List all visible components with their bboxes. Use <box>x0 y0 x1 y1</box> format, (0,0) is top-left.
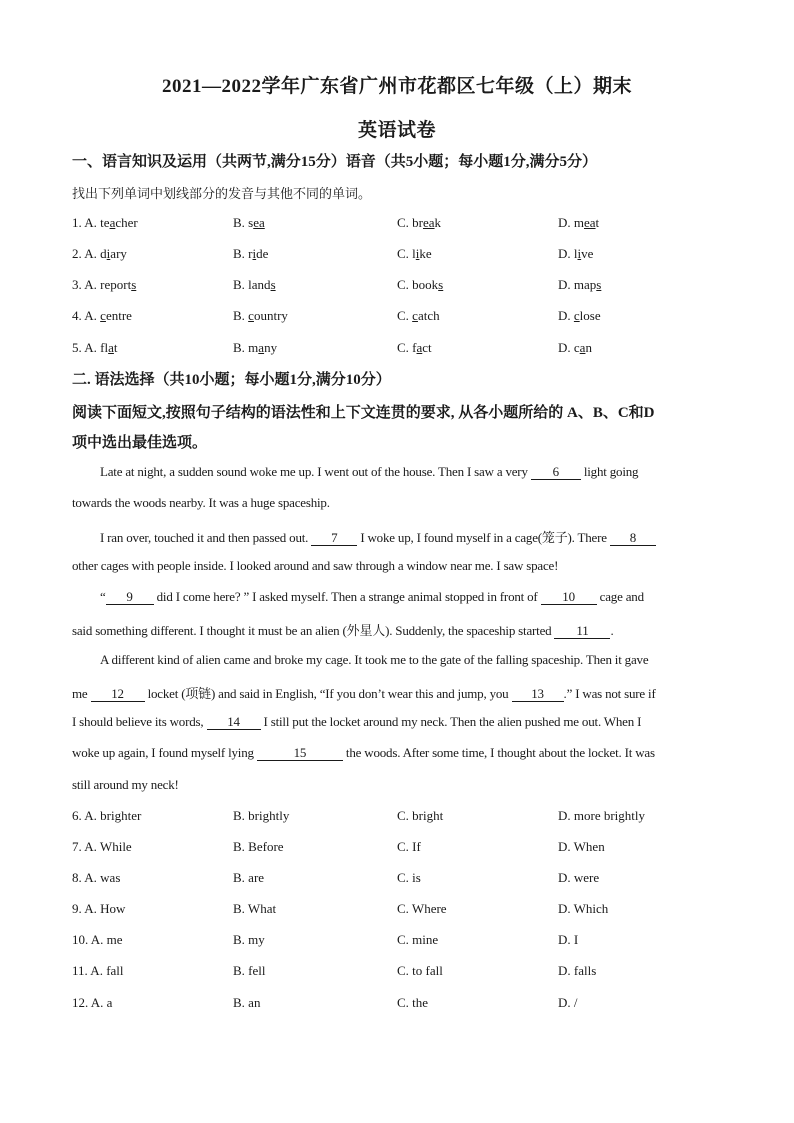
passage-text: woke up again, I found myself lying <box>72 745 257 760</box>
answer-option <box>397 308 440 324</box>
answer-option: C. If <box>397 839 421 854</box>
answer-option: D. I <box>558 932 579 947</box>
answer-option: 8. A. was <box>72 870 121 885</box>
answer-option <box>72 340 118 356</box>
option-text: C. book <box>397 277 439 292</box>
underlined-letters: a <box>416 340 423 355</box>
answer-option <box>233 308 288 324</box>
answer-option: 11. A. fall <box>72 963 124 978</box>
answer-option: C. bright <box>397 808 444 823</box>
answer-option: C. the <box>397 995 429 1010</box>
answer-option <box>72 215 138 231</box>
underlined-letters: i <box>415 246 420 261</box>
blank-15[interactable]: 15 <box>257 746 343 761</box>
passage-text: . <box>610 623 614 638</box>
grammar-question <box>0 963 794 983</box>
answer-option: B. brightly <box>233 808 290 823</box>
option-text: cher <box>115 215 138 230</box>
blank-11[interactable]: 11 <box>554 624 610 639</box>
phonetics-question <box>0 277 794 297</box>
section2-heading: 二. 语法选择（共10小题；每小题1分,满分10分） <box>72 372 391 388</box>
passage-line <box>72 777 722 793</box>
blank-6[interactable]: 6 <box>531 465 581 480</box>
underlined-letters: i <box>106 246 111 261</box>
answer-option <box>397 340 432 356</box>
blank-12[interactable]: 12 <box>91 687 145 702</box>
option-text: B. <box>233 308 249 323</box>
answer-option: D. / <box>558 995 578 1010</box>
option-text: ct <box>422 340 432 355</box>
option-text: B. land <box>233 277 271 292</box>
passage-line <box>72 745 722 761</box>
passage-text: said something different. I thought it must be an alien (外星人). Suddenly, the spaceship started <box>72 623 555 638</box>
passage-line <box>72 527 750 546</box>
option-text: C. l <box>397 246 416 261</box>
option-text: 5. A. fl <box>72 340 109 355</box>
grammar-question <box>0 995 794 1015</box>
answer-option <box>397 246 432 262</box>
option-text: 2. A. d <box>72 246 107 261</box>
passage-text: still around my neck! <box>72 777 179 792</box>
underlined-letters: s <box>596 277 602 292</box>
answer-option: D. more brightly <box>558 808 646 823</box>
answer-option <box>233 215 265 231</box>
answer-option: 6. A. brighter <box>72 808 142 823</box>
option-text: 1. A. te <box>72 215 110 230</box>
passage-text: Late at night, a sudden sound woke me up. I went out of the house. Then I saw a very <box>100 464 531 479</box>
underlined-letters: c <box>573 308 580 323</box>
option-text: t <box>113 340 118 355</box>
passage-text: me <box>72 686 91 701</box>
option-text: ny <box>264 340 278 355</box>
passage-line <box>72 558 722 574</box>
answer-option: B. are <box>233 870 265 885</box>
answer-option: B. fell <box>233 963 266 978</box>
option-text: 3. A. report <box>72 277 132 292</box>
phonetics-question <box>0 340 794 360</box>
option-text: ke <box>419 246 432 261</box>
exam-title: 2021—2022学年广东省广州市花都区七年级（上）期末 <box>161 76 632 97</box>
answer-option: C. is <box>397 870 421 885</box>
passage-line <box>72 714 722 730</box>
answer-option: 10. A. me <box>72 932 123 947</box>
answer-option <box>558 246 593 262</box>
option-text: lose <box>579 308 601 323</box>
option-text: C. f <box>397 340 417 355</box>
passage-text: did I come here? ” I asked myself. Then a strange animal stopped in front of <box>153 589 541 604</box>
option-text: ve <box>581 246 594 261</box>
answer-option: B. Before <box>233 839 284 854</box>
underlined-letters: ea <box>423 215 435 230</box>
answer-option: C. Where <box>397 901 447 916</box>
option-text: 4. A. <box>72 308 101 323</box>
underlined-letters: s <box>438 277 444 292</box>
answer-option: 7. A. While <box>72 839 132 854</box>
underlined-letters: a <box>579 340 586 355</box>
underlined-letters: s <box>131 277 137 292</box>
passage-text: light going <box>580 464 639 479</box>
answer-option <box>72 277 136 293</box>
passage-line <box>72 589 750 605</box>
passage-text: .” I was not sure if <box>563 686 656 701</box>
answer-option <box>233 340 277 356</box>
answer-option <box>397 215 441 231</box>
passage-line <box>72 620 722 639</box>
option-text: de <box>256 246 269 261</box>
phonetics-question <box>0 246 794 266</box>
answer-option <box>72 308 132 324</box>
passage-line <box>72 495 722 511</box>
answer-option: C. mine <box>397 932 439 947</box>
passage-text: I woke up, I found myself in a cage(笼子). There <box>357 530 610 545</box>
underlined-letters: ea <box>584 215 596 230</box>
blank-13[interactable]: 13 <box>512 687 564 702</box>
answer-option: D. Which <box>558 901 609 916</box>
passage-text: I should believe its words, <box>72 714 207 729</box>
passage-text: A different kind of alien came and broke my cage. It took me to the gate of the falling spaceship. Then it gave <box>100 652 649 667</box>
grammar-question <box>0 870 794 890</box>
blank-8[interactable]: 8 <box>610 531 656 546</box>
grammar-question <box>0 808 794 828</box>
answer-option: C. to fall <box>397 963 443 978</box>
option-text: B. r <box>233 246 253 261</box>
answer-option: D. were <box>558 870 600 885</box>
underlined-letters: i <box>577 246 582 261</box>
answer-option <box>233 277 276 293</box>
passage-text: I still put the locket around my neck. Then the alien pushed me out. When I <box>260 714 642 729</box>
option-text: D. l <box>558 246 578 261</box>
option-text: D. c <box>558 340 580 355</box>
passage-text: “ <box>100 589 106 604</box>
option-text: entre <box>105 308 132 323</box>
answer-option: 12. A. a <box>72 995 113 1010</box>
blank-7[interactable]: 7 <box>311 531 357 546</box>
passage-text: other cages with people inside. I looked around and saw through a window near me. I saw space! <box>72 558 559 573</box>
passage-text: the woods. After some time, I thought about the locket. It was <box>342 745 655 760</box>
option-text: ary <box>110 246 127 261</box>
passage-text: towards the woods nearby. It was a huge spaceship. <box>72 495 330 510</box>
passage-line <box>72 683 722 702</box>
answer-option: B. an <box>233 995 261 1010</box>
passage-line <box>72 464 750 480</box>
underlined-letters: c <box>412 308 418 323</box>
grammar-question <box>0 901 794 921</box>
section2-instruction-line1: 阅读下面短文,按照句子结构的语法性和上下文连贯的要求, 从各小题所给的 A、B、C和D <box>72 405 655 421</box>
option-text: n <box>585 340 592 355</box>
option-text: atch <box>417 308 440 323</box>
blank-10[interactable]: 10 <box>541 590 597 605</box>
phonetics-question <box>0 215 794 235</box>
answer-option: B. What <box>233 901 277 916</box>
underlined-letters: a <box>108 340 114 355</box>
phonetics-question <box>0 308 794 328</box>
option-text: t <box>595 215 600 230</box>
answer-option: D. falls <box>558 963 597 978</box>
underlined-letters: s <box>270 277 276 292</box>
underlined-letters: a <box>109 215 116 230</box>
passage-text: cage and <box>596 589 644 604</box>
underlined-letters: c <box>100 308 106 323</box>
option-text: D. m <box>558 215 584 230</box>
underlined-letters: ea <box>253 215 265 230</box>
option-text: D. <box>558 308 574 323</box>
option-text: k <box>434 215 442 230</box>
option-text: D. map <box>558 277 597 292</box>
passage-text: I ran over, touched it and then passed out. <box>100 530 312 545</box>
passage-line <box>72 652 750 668</box>
grammar-question <box>0 839 794 859</box>
answer-option <box>558 215 599 231</box>
option-text: C. br <box>397 215 423 230</box>
answer-option <box>558 308 601 324</box>
option-text: C. <box>397 308 413 323</box>
blank-14[interactable]: 14 <box>207 715 261 730</box>
underlined-letters: c <box>248 308 254 323</box>
section1-instruction: 找出下列单词中划线部分的发音与其他不同的单词。 <box>72 186 372 201</box>
answer-option <box>558 340 592 356</box>
passage-text: locket (项链) and said in English, “If you don’t wear this and jump, you <box>144 686 512 701</box>
answer-option <box>233 246 268 262</box>
underlined-letters: i <box>252 246 257 261</box>
blank-9[interactable]: 9 <box>106 590 154 605</box>
answer-option <box>558 277 601 293</box>
grammar-question <box>0 932 794 952</box>
answer-option <box>72 246 127 262</box>
section2-instruction-line2: 项中选出最佳选项。 <box>72 435 208 451</box>
answer-option: D. When <box>558 839 605 854</box>
option-text: ountry <box>253 308 288 323</box>
exam-subtitle: 英语试卷 <box>357 120 436 141</box>
answer-option <box>397 277 443 293</box>
option-text: B. m <box>233 340 259 355</box>
underlined-letters: a <box>258 340 265 355</box>
section1-heading: 一、语言知识及运用（共两节,满分15分）语音（共5小题；每小题1分,满分5分） <box>72 154 598 170</box>
option-text: B. s <box>233 215 254 230</box>
answer-option: B. my <box>233 932 265 947</box>
answer-option: 9. A. How <box>72 901 126 916</box>
